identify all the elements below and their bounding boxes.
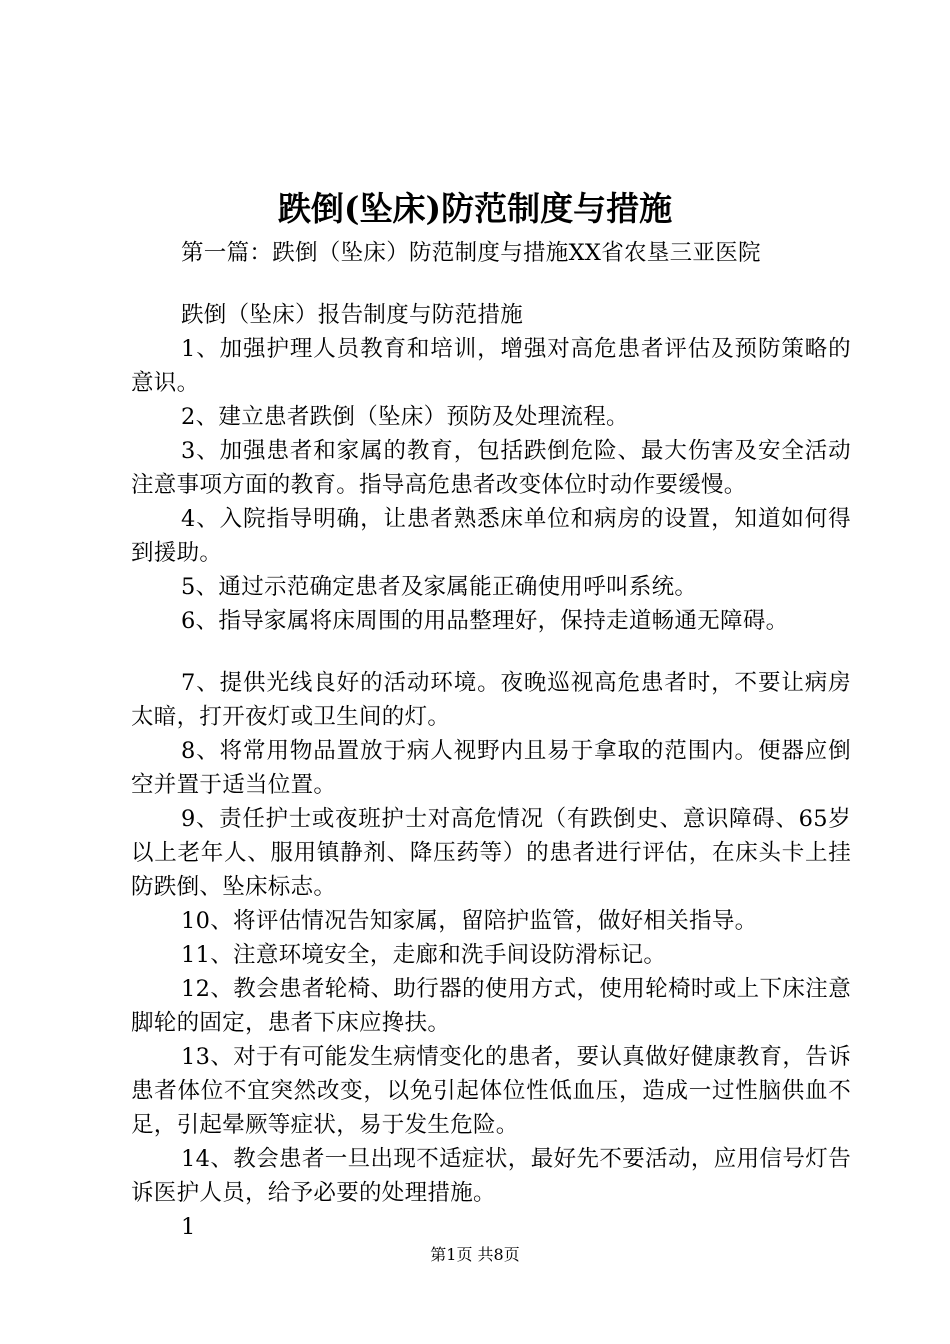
list-item: 11、注意环境安全，走廊和洗手间设防滑标记。 xyxy=(181,942,667,968)
list-item: 1、加强护理人员教育和培训，增强对高危患者评估及预防策略的意识。 xyxy=(131,336,851,396)
list-item: 8、将常用物品置放于病人视野内且易于拿取的范围内。便器应倒空并置于适当位置。 xyxy=(131,738,851,798)
list-item: 5、通过示范确定患者及家属能正确使用呼叫系统。 xyxy=(181,574,698,600)
document-title: 跌倒(坠床)防范制度与措施 xyxy=(277,189,673,228)
section-heading: 跌倒（坠床）报告制度与防范措施 xyxy=(181,302,524,328)
list-item: 10、将评估情况告知家属，留陪护监管，做好相关指导。 xyxy=(181,908,758,934)
list-item: 9、责任护士或夜班护士对高危情况（有跌倒史、意识障碍、65岁以上老年人、服用镇静剂、降压药等）的患者进行评估，在床头卡上挂防跌倒、坠床标志。 xyxy=(131,806,851,900)
list-item: 4、入院指导明确，让患者熟悉床单位和病房的设置，知道如何得到援助。 xyxy=(131,506,851,566)
list-item: 2、建立患者跌倒（坠床）预防及处理流程。 xyxy=(181,404,629,430)
list-item: 3、加强患者和家属的教育，包括跌倒危险、最大伤害及安全活动注意事项方面的教育。指导高危患者改变体位时动作要缓慢。 xyxy=(131,438,851,498)
list-item: 14、教会患者一旦出现不适症状，最好先不要活动，应用信号灯告诉医护人员，给予必要的处理措施。 xyxy=(131,1146,851,1206)
list-item: 6、指导家属将床周围的用品整理好，保持走道畅通无障碍。 xyxy=(181,608,789,634)
list-item: 12、教会患者轮椅、助行器的使用方式，使用轮椅时或上下床注意脚轮的固定，患者下床应搀扶。 xyxy=(131,976,851,1036)
page-footer: 第1页 共8页 xyxy=(430,1245,520,1264)
list-item: 13、对于有可能发生病情变化的患者，要认真做好健康教育，告诉患者体位不宜突然改变，以免引起体位性低血压，造成一过性脑供血不足，引起晕厥等症状，易于发生危险。 xyxy=(131,1044,851,1138)
body-page-number: 1 xyxy=(181,1214,196,1240)
document-subtitle: 第一篇：跌倒（坠床）防范制度与措施XX省农垦三亚医院 xyxy=(181,240,761,266)
document-body xyxy=(131,236,851,1244)
list-item: 7、提供光线良好的活动环境。夜晚巡视高危患者时，不要让病房太暗，打开夜灯或卫生间的灯。 xyxy=(131,670,851,730)
